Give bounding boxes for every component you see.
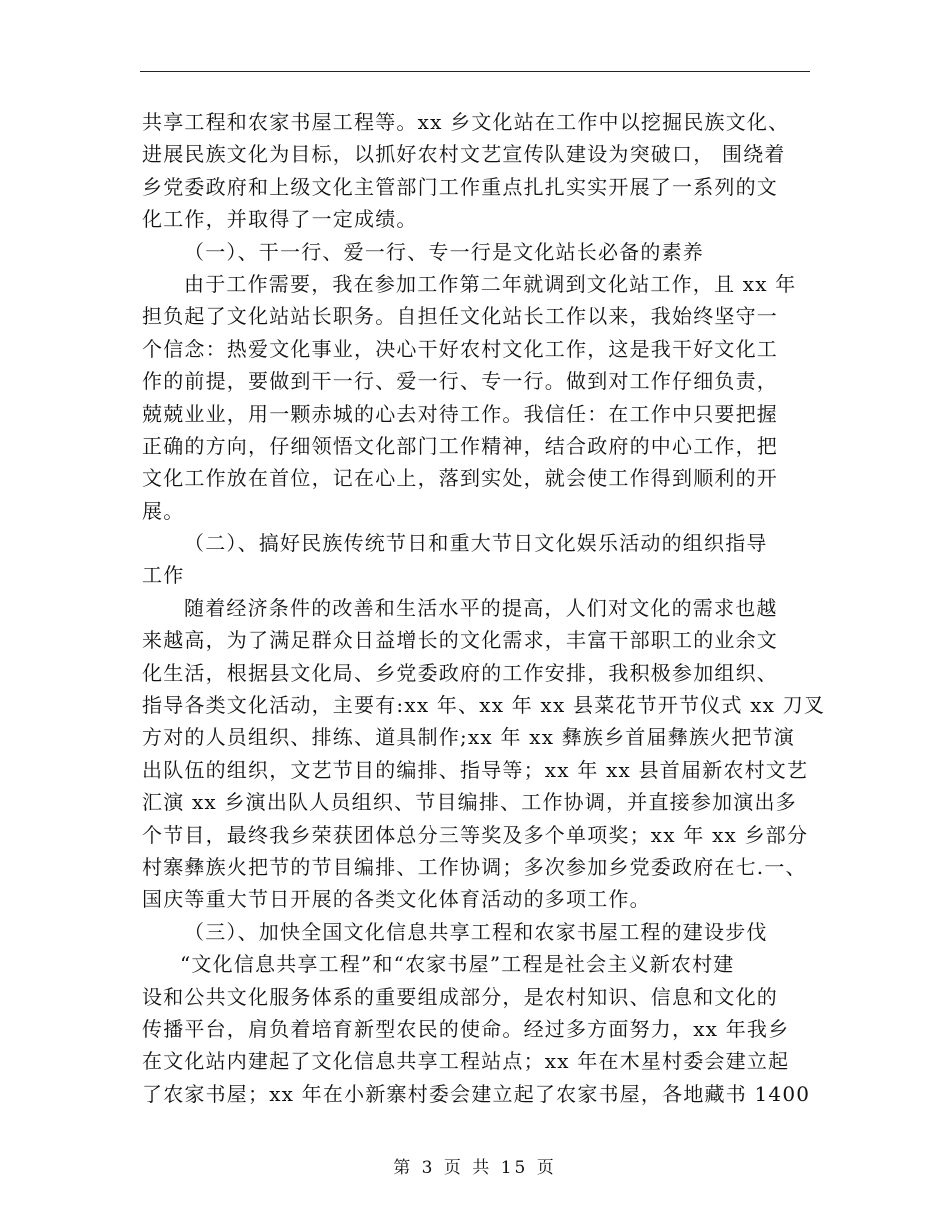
text-line: 个信念：热爱文化事业，决心干好农村文化工作，这是我干好文化工 bbox=[142, 336, 778, 361]
text-line: 出队伍的组织，文艺节目的编排、指导等；xx 年 xx 县首届新农村文艺 bbox=[142, 757, 809, 782]
page-number: 第 3 页 共 15 页 bbox=[393, 1158, 557, 1178]
text-line: 了农家书屋；xx 年在小新寨村委会建立起了农家书屋，各地藏书 1400 bbox=[142, 1081, 811, 1106]
text-line: 国庆等重大节日开展的各类文化体育活动的多项工作。 bbox=[142, 887, 651, 912]
text-line: 来越高，为了满足群众日益增长的文化需求，丰富干部职工的业余文 bbox=[142, 628, 778, 653]
text-line: 村寨彝族火把节的节目编排、工作协调；多次参加乡党委政府在七.一、 bbox=[142, 854, 807, 879]
text-line: 传播平台，肩负着培育新型农民的使命。经过多方面努力，xx 年我乡 bbox=[142, 1016, 790, 1041]
text-line: 化生活，根据县文化局、乡党委政府的工作安排，我积极参加组织、 bbox=[142, 660, 778, 685]
text-line: 指导各类文化活动，主要有:xx 年、xx 年 xx 县菜花节开节仪式 xx 刀叉 bbox=[142, 693, 826, 718]
text-line: 设和公共文化服务体系的重要组成部分，是农村知识、信息和文化的 bbox=[142, 984, 778, 1009]
section-heading-2: （二）、搞好民族传统节日和重大节日文化娱乐活动的组织指导 bbox=[184, 531, 768, 556]
text-line: 乡党委政府和上级文化主管部门工作重点扎扎实实开展了一系列的文 bbox=[142, 174, 778, 199]
section-heading-1: （一）、干一行、爱一行、专一行是文化站长必备的素养 bbox=[184, 239, 704, 264]
section-heading-3: （三）、加快全国文化信息共享工程和农家书屋工程的建设步伐 bbox=[184, 919, 768, 944]
text-line: 作的前提，要做到干一行、爱一行、专一行。做到对工作仔细负责， bbox=[142, 369, 778, 394]
section-heading-2-cont: 工作 bbox=[142, 563, 185, 588]
text-line: 由于工作需要，我在参加工作第二年就调到文化站工作，且 xx 年 bbox=[184, 271, 797, 296]
text-line: 在文化站内建起了文化信息共享工程站点；xx 年在木星村委会建立起 bbox=[142, 1049, 790, 1074]
text-line: 方对的人员组织、排练、道具制作;xx 年 xx 彝族乡首届彝族火把节演 bbox=[142, 725, 795, 750]
document-body bbox=[142, 106, 826, 1110]
text-line: 个节目，最终我乡荣获团体总分三等奖及多个单项奖；xx 年 xx 乡部分 bbox=[142, 822, 809, 847]
text-line: 化工作，并取得了一定成绩。 bbox=[142, 207, 418, 232]
text-line: 进展民族文化为目标，以抓好农村文艺宣传队建设为突破口， 围绕着 bbox=[142, 142, 786, 167]
text-line: 兢兢业业，用一颗赤城的心去对待工作。我信任：在工作中只要把握 bbox=[142, 401, 778, 426]
text-line: 展。 bbox=[142, 498, 185, 523]
text-line: 正确的方向，仔细领悟文化部门工作精神，结合政府的中心工作，把 bbox=[142, 433, 778, 458]
text-line: “文化信息共享工程”和“农家书屋”工程是社会主义新农村建 bbox=[180, 952, 735, 977]
text-line: 汇演 xx 乡演出队人员组织、节目编排、工作协调，并直接参加演出多 bbox=[142, 790, 797, 815]
text-line: 文化工作放在首位，记在心上，落到实处，就会使工作得到顺利的开 bbox=[142, 466, 778, 491]
text-line: 共享工程和农家书屋工程等。xx 乡文化站在工作中以挖掘民族文化、 bbox=[142, 110, 790, 134]
text-line: 担负起了文化站站长职务。自担任文化站长工作以来，我始终坚守一 bbox=[142, 304, 778, 329]
header-rule bbox=[140, 71, 810, 72]
text-line: 随着经济条件的改善和生活水平的提高，人们对文化的需求也越 bbox=[184, 595, 778, 620]
